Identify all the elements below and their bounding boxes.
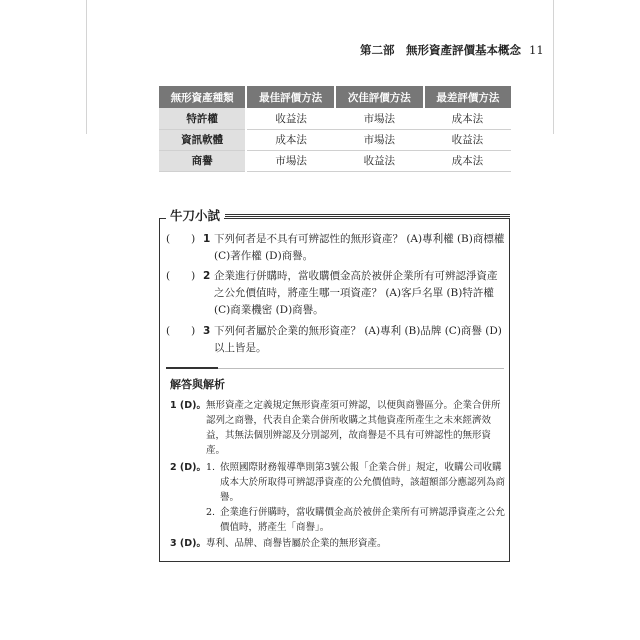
- answer-blank: ( ): [166, 270, 196, 282]
- table-cell: 市場法: [335, 129, 424, 150]
- column-header: 最差評價方法: [424, 86, 511, 108]
- table-cell: 收益法: [424, 129, 511, 150]
- valuation-method-table: [159, 86, 511, 172]
- answer-item: [166, 460, 506, 535]
- row-header: 資訊軟體: [159, 129, 246, 150]
- page-number: 11: [529, 43, 544, 57]
- question-item: [166, 268, 506, 319]
- column-header: 最佳評價方法: [246, 86, 335, 108]
- column-header: 無形資產種類: [159, 86, 246, 108]
- table-cell: 市場法: [246, 150, 335, 171]
- row-header: 商譽: [159, 150, 246, 171]
- running-header: [360, 42, 544, 58]
- table-row: [159, 108, 511, 129]
- answers-title: 解答與解析: [170, 378, 225, 391]
- quiz-title-rule: [225, 214, 510, 217]
- question-number: 1: [203, 233, 211, 245]
- table-cell: 成本法: [424, 150, 511, 171]
- running-title: 第二部 無形資產評價基本概念: [360, 43, 521, 57]
- table-cell: 收益法: [246, 108, 335, 129]
- answer-blank: ( ): [166, 233, 196, 245]
- page-gutter-line: [86, 0, 87, 134]
- answer-label: 3 (D)。: [170, 538, 206, 549]
- subpoint-number: 2.: [206, 507, 216, 518]
- table-cell: 市場法: [335, 108, 424, 129]
- answer-item: [166, 536, 506, 551]
- table-cell: 成本法: [424, 108, 511, 129]
- column-header: 次佳評價方法: [335, 86, 424, 108]
- table-cell: 成本法: [246, 129, 335, 150]
- question-text: 下列何者屬於企業的無形資產？ (A)專利 (B)品牌 (C)商譽 (D)以上皆是。: [214, 325, 502, 354]
- question-text: 企業進行併購時，當收購價金高於被併企業所有可辨認淨資產之公允價值時，將產生哪一項資產？ (A)客戶名單 (B)特許權 (C)商業機密 (D)商譽。: [214, 270, 498, 316]
- answer-text: 無形資產之定義規定無形資產須可辨認，以便與商譽區分。企業合併所認列之商譽，代表自企業合併所收購之其他資產所產生之未來經濟效益，其無法個別辨認及分別認列，故商譽是不具有可辨認性的無形資產。: [206, 400, 501, 456]
- answers-rule: [166, 367, 218, 369]
- table-row: [159, 150, 511, 171]
- answer-subpoint: [206, 505, 506, 535]
- answer-text: 專利、品牌、商譽皆屬於企業的無形資產。: [206, 538, 387, 549]
- answer-blank: ( ): [166, 325, 196, 337]
- table-cell: 收益法: [335, 150, 424, 171]
- subpoint-text: 依照國際財務報導準則第3號公報「企業合併」規定，收購公司收購成本大於所取得可辨認淨資產的公允價值時，該超額部分應認列為商譽。: [220, 462, 506, 503]
- subpoint-text: 企業進行併購時，當收購價金高於被併企業所有可辨認淨資產之公允價值時，將產生「商譽」。: [220, 507, 506, 533]
- page-edge-line: [553, 0, 554, 134]
- question-number: 2: [203, 270, 211, 282]
- row-header: 特許權: [159, 108, 246, 129]
- answer-label: 1 (D)。: [170, 400, 206, 411]
- subpoint-number: 1.: [206, 462, 216, 473]
- question-number: 3: [203, 325, 211, 337]
- answer-item: [166, 398, 506, 458]
- table-header-row: [159, 86, 511, 108]
- answers-rule-thin: [218, 368, 504, 369]
- question-item: [166, 231, 506, 265]
- answer-subpoint: [206, 460, 506, 505]
- table-row: [159, 129, 511, 150]
- question-item: [166, 323, 506, 357]
- answer-label: 2 (D)。: [170, 462, 206, 473]
- question-text: 下列何者是不具有可辨認性的無形資產？ (A)專利權 (B)商標權 (C)著作權 (D)商譽。: [214, 233, 505, 262]
- quiz-title: 牛刀小試: [166, 206, 224, 224]
